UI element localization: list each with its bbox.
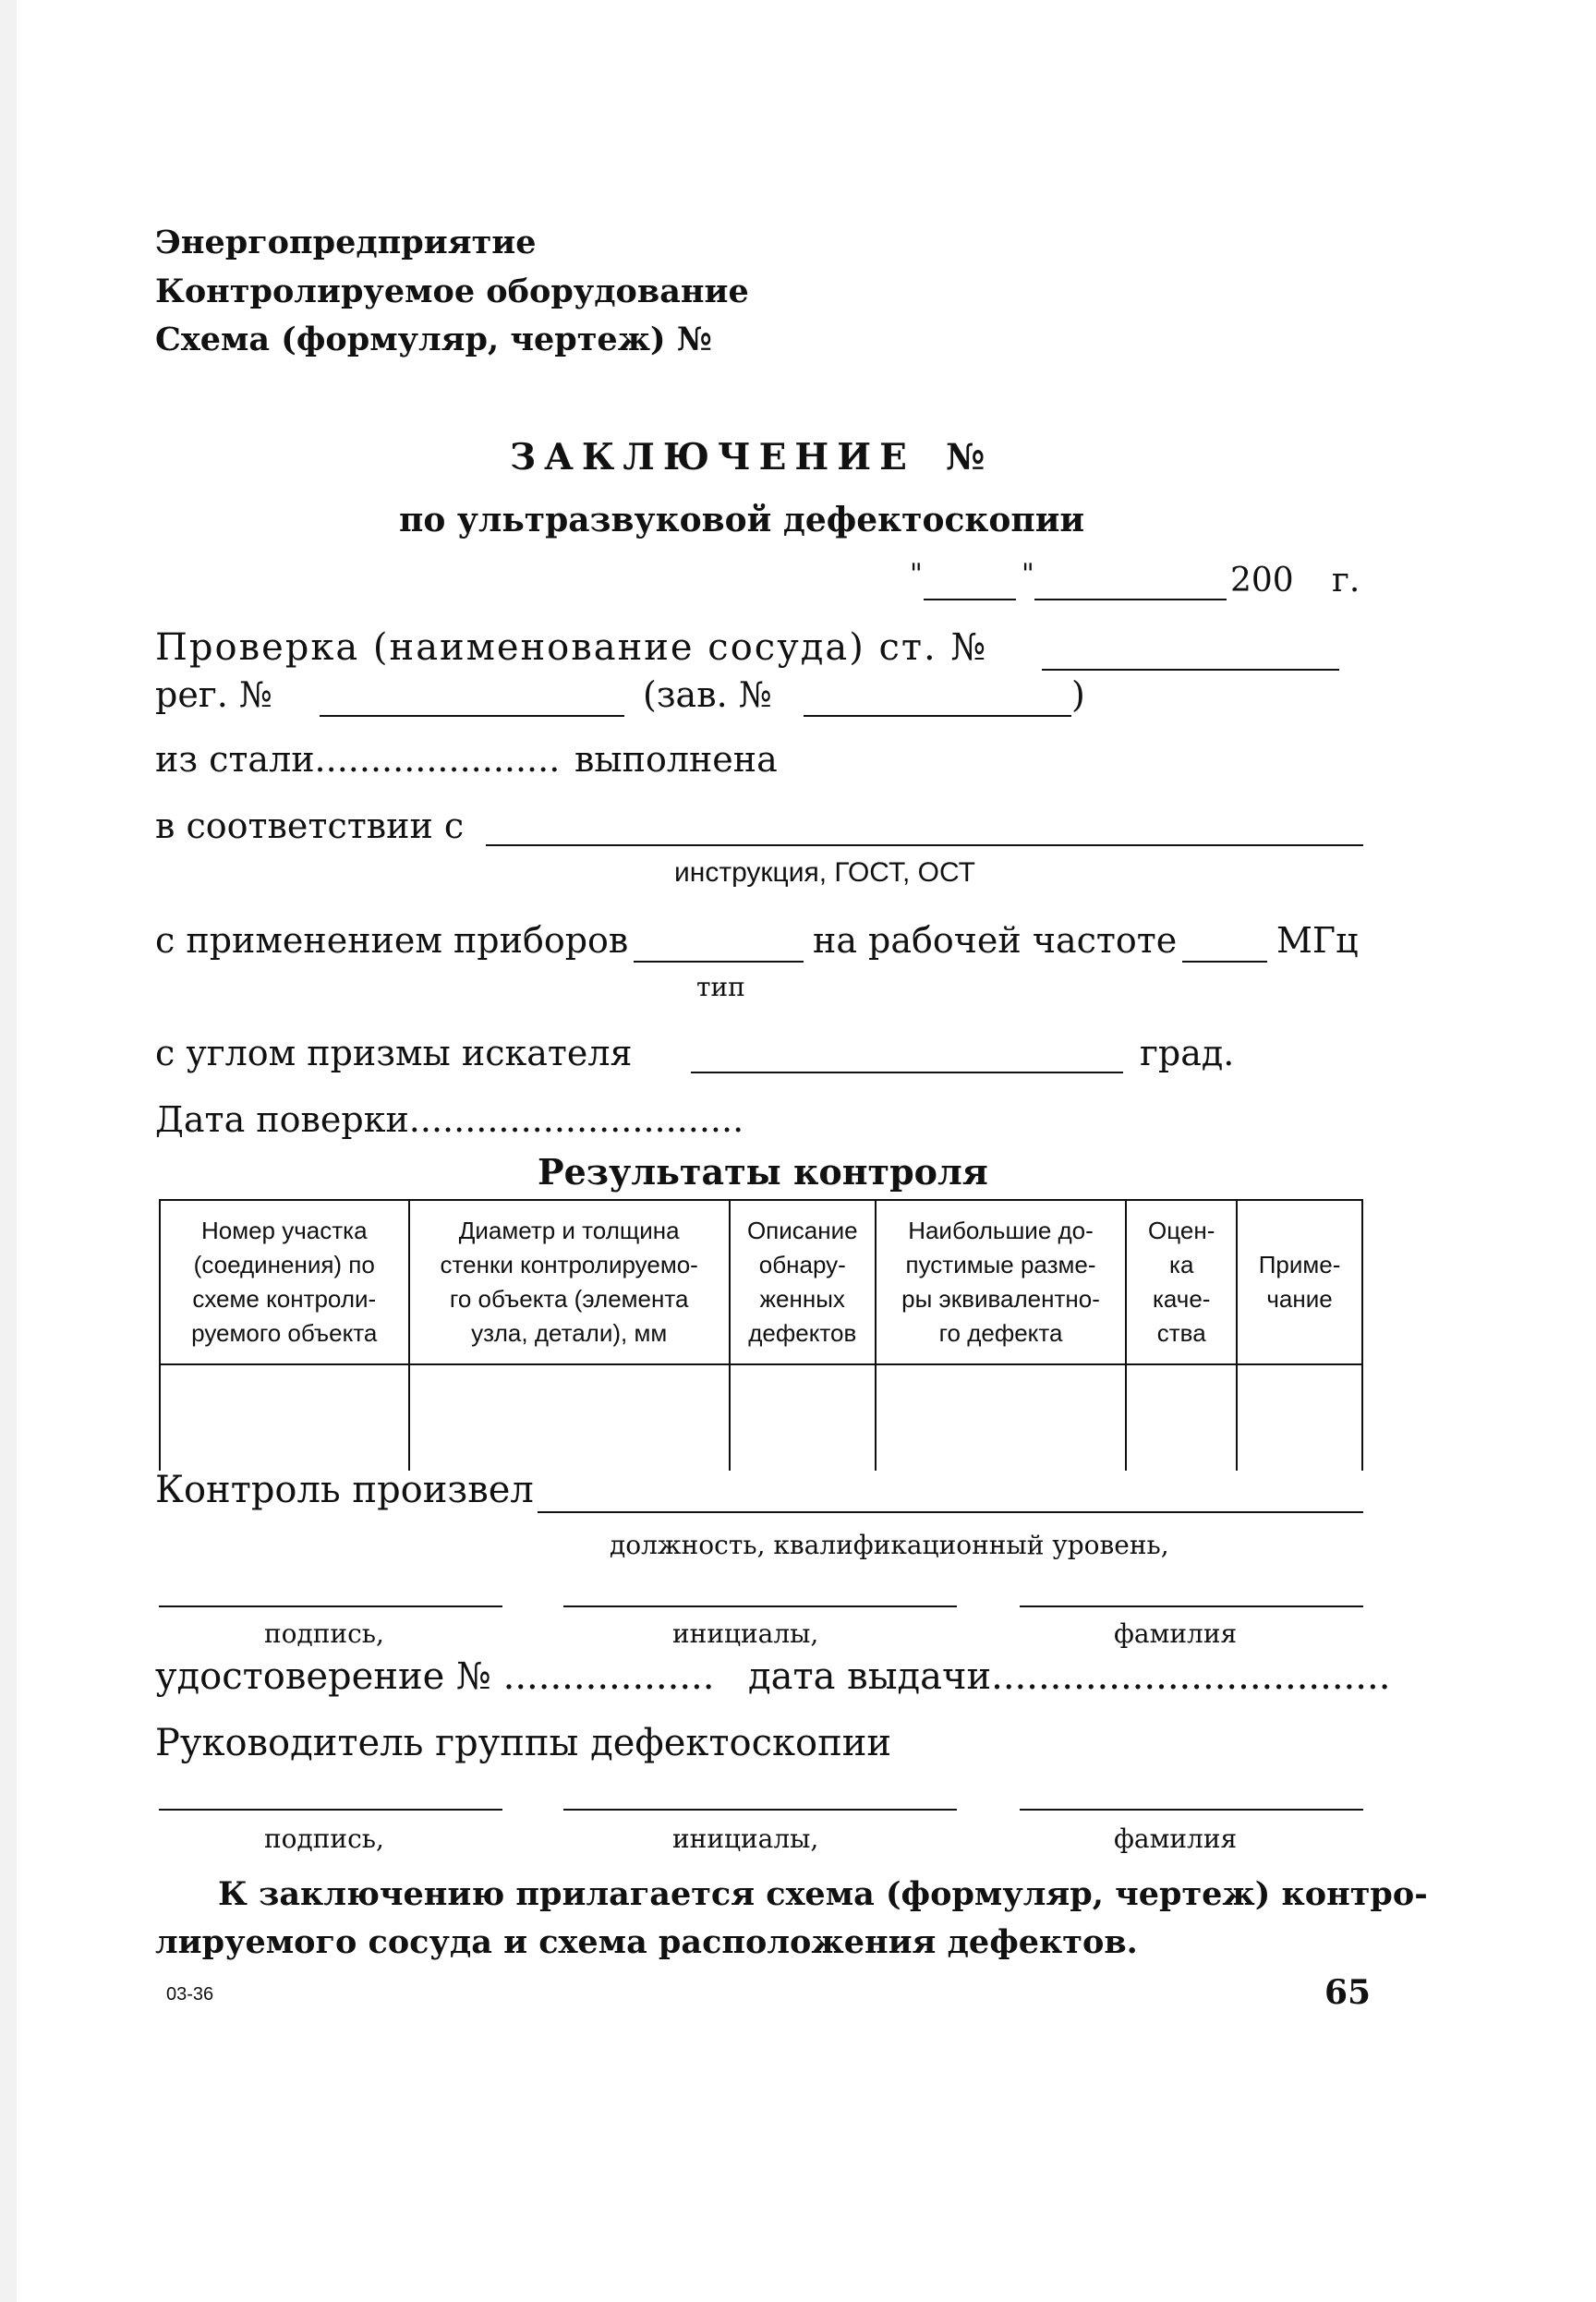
page-edge [0, 0, 17, 2302]
footer-code: 03-36 [166, 1984, 214, 2005]
header-scheme: Схема (формуляр, чертеж) № [155, 321, 712, 358]
header-equipment: Контролируемое оборудование [155, 273, 749, 310]
title-number-sign: № [946, 436, 985, 479]
caption-initials: инициалы, [672, 1618, 819, 1649]
date-day-line [924, 599, 1016, 600]
angle-label: с углом призмы искателя [155, 1033, 633, 1073]
date-year-suffix: г. [1332, 562, 1360, 600]
header-enterprise: Энергопредприятие [155, 224, 537, 261]
signature2-line [159, 1809, 502, 1811]
performed-line [538, 1511, 1363, 1513]
caption-surname: фамилия [1114, 1618, 1238, 1649]
results-table [159, 1199, 1363, 1471]
reg-label: рег. № [155, 674, 272, 715]
zav-close: ) [1071, 674, 1085, 715]
accordance-label: в соответствии с [155, 806, 465, 846]
verify-date-label: Дата поверки.............................. [155, 1099, 744, 1140]
caption2-surname: фамилия [1114, 1823, 1238, 1854]
surname-line [1020, 1605, 1363, 1607]
table-cell[interactable] [160, 1364, 409, 1471]
zav-number-line [804, 715, 1071, 717]
date-month-line [1034, 599, 1227, 600]
table-row [160, 1364, 1362, 1471]
angle-unit: град. [1140, 1033, 1235, 1073]
reg-number-line [320, 715, 624, 717]
performed-label: Контроль произвел [155, 1469, 534, 1511]
table-cell[interactable] [730, 1364, 876, 1471]
table-cell[interactable] [409, 1364, 730, 1471]
head-label: Руководитель группы дефектоскопии [155, 1722, 892, 1764]
results-header-row [160, 1200, 1362, 1364]
col-max-allowed-size: Наибольшие до- пустимые разме- ры эквивалентно- го дефекта [876, 1200, 1127, 1364]
accordance-line [486, 844, 1363, 846]
performed-caption: должность, квалификационный уровень, [610, 1530, 1169, 1560]
frequency-unit: МГц [1276, 920, 1359, 961]
devices-label: с применением приборов [155, 920, 629, 961]
date-close-quote: " [1022, 558, 1034, 590]
zav-label: (зав. № [643, 674, 772, 715]
initials2-line [563, 1809, 957, 1811]
frequency-label: на рабочей частоте [813, 920, 1178, 961]
caption-signature: подпись, [264, 1618, 384, 1649]
devices-caption: тип [696, 972, 745, 1002]
col-quality-grade: Оцен- ка каче- ства [1126, 1200, 1237, 1364]
check-number-line [1042, 669, 1339, 671]
accordance-caption: инструкция, ГОСТ, ОСТ [674, 857, 975, 888]
signature-line [159, 1605, 502, 1607]
date-year: 200 [1230, 562, 1294, 600]
caption2-signature: подпись, [264, 1823, 384, 1854]
document-subtitle: по ультразвуковой дефектоскопии [399, 501, 1085, 539]
col-section-number: Номер участка (соединения) по схеме контроли- руемого объекта [160, 1200, 409, 1364]
surname2-line [1020, 1809, 1363, 1811]
devices-type-line [634, 961, 804, 963]
col-diameter-thickness: Диаметр и толщина стенки контролируемо- го объекта (элемента узла, детали), мм [409, 1200, 730, 1364]
table-cell[interactable] [876, 1364, 1127, 1471]
issue-date-label: дата выдачи.................................. [748, 1655, 1391, 1698]
document-title: ЗАКЛЮЧЕНИЕ [510, 436, 915, 479]
col-defect-description: Описание обнару- женных дефектов [730, 1200, 876, 1364]
footer-note-line1: К заключению прилагается схема (формуляр, чертеж) контро- [218, 1875, 1428, 1913]
footer-note-line2: лируемого сосуда и схема расположения дефектов. [155, 1923, 1138, 1961]
frequency-line [1182, 961, 1267, 963]
check-label: Проверка (наименование сосуда) ст. № [155, 626, 988, 669]
steel-label: из стали...................... [155, 739, 561, 780]
initials-line [563, 1605, 957, 1607]
date-open-quote: " [910, 558, 923, 590]
caption2-initials: инициалы, [672, 1823, 819, 1854]
done-label: выполнена [574, 739, 778, 780]
results-heading: Результаты контроля [538, 1151, 988, 1193]
angle-line [691, 1072, 1123, 1073]
certificate-label: удостоверение № .................. [155, 1655, 715, 1698]
table-cell[interactable] [1237, 1364, 1362, 1471]
col-note: Приме- чание [1237, 1200, 1362, 1364]
page-number: 65 [1324, 1973, 1372, 2012]
table-cell[interactable] [1126, 1364, 1237, 1471]
